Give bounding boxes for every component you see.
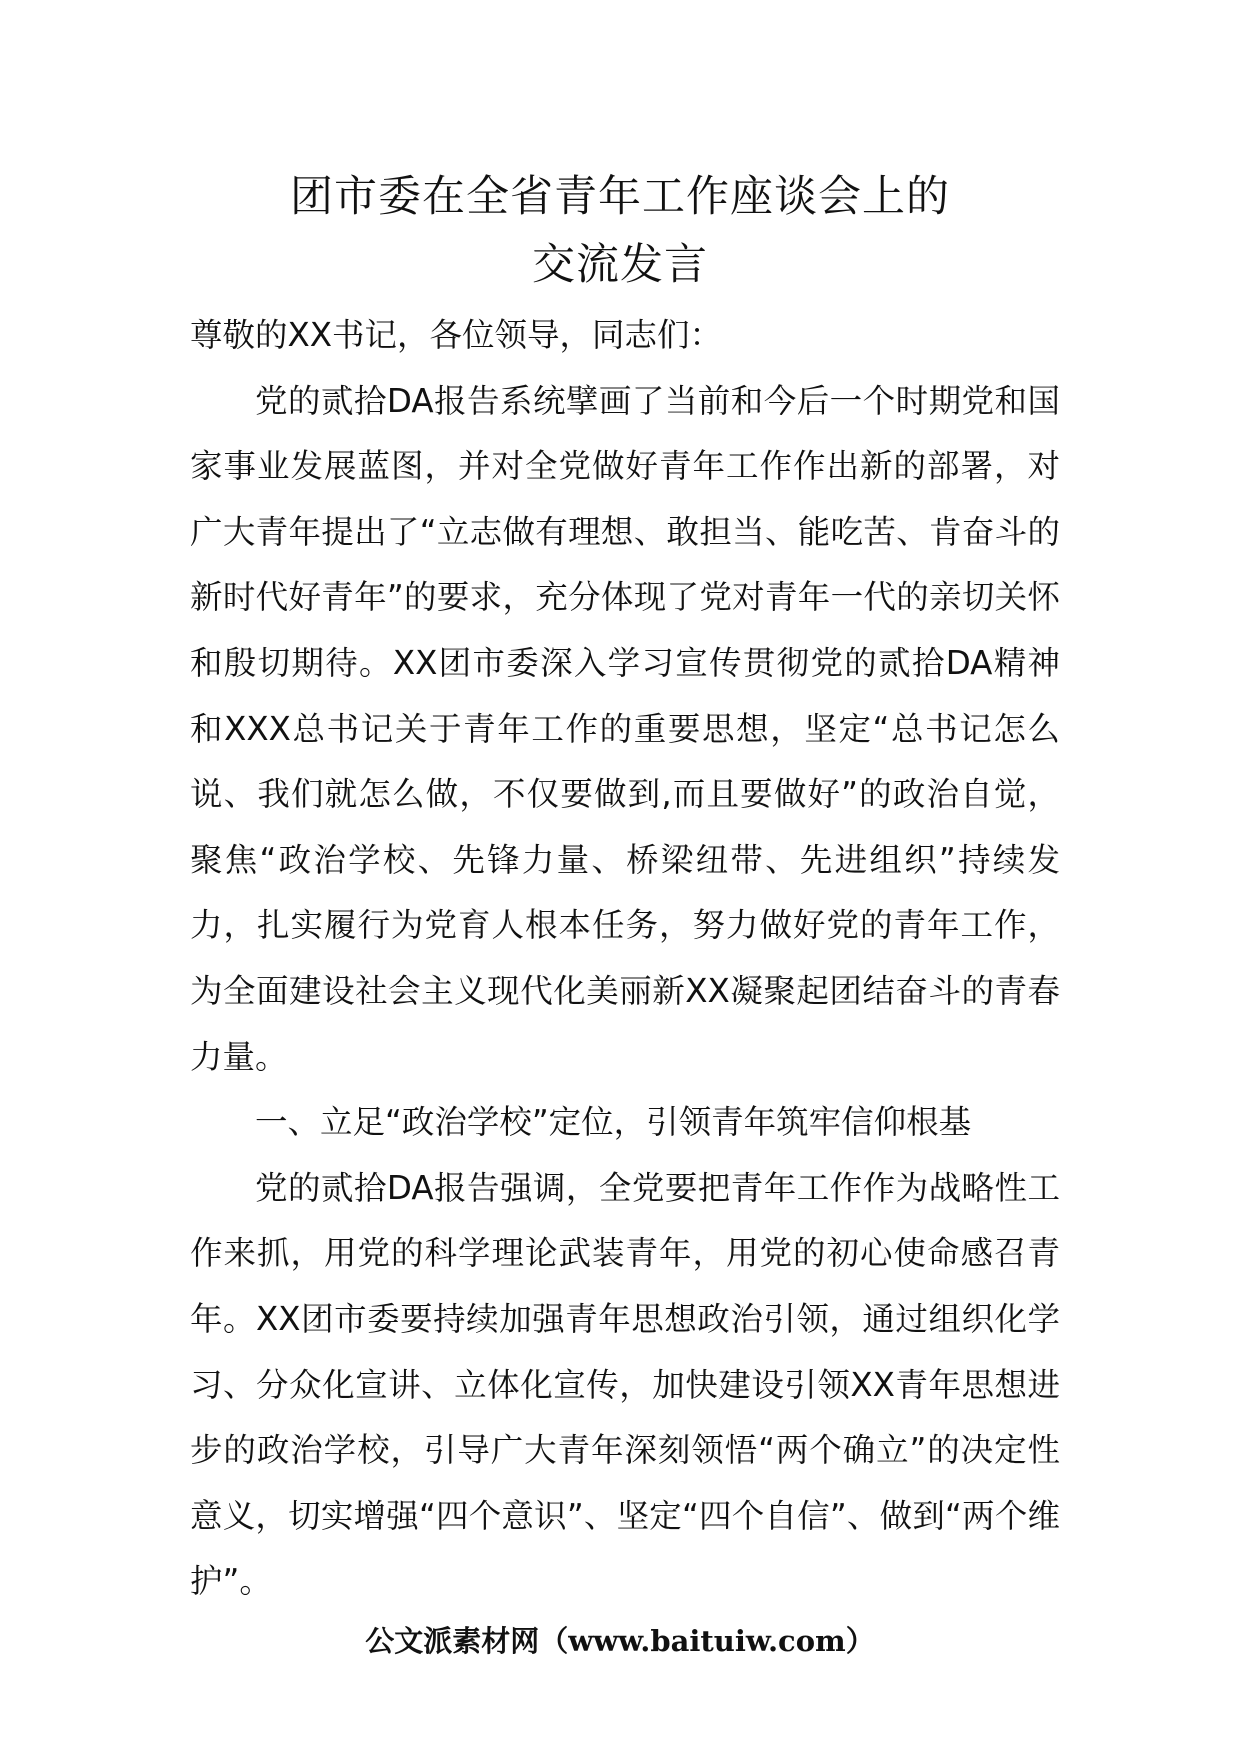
footer-watermark: 公文派素材网（www.baituiw.com） <box>365 1624 875 1658</box>
paragraph-section-1: 党的贰拾DA报告强调，全党要把青年工作作为战略性工作来抓，用党的科学理论武装青年，用党的初心使命感召青年。XX团市委要持续加强青年思想政治引领，通过组织化学习、分众化宣讲、立体化宣传，加快建设引领XX青年思想进步的政治学校，引导广大青年深刻领悟“两个确立”的决定性意义，切实增强“四个意识”、坚定“四个自信”、做到“两个维护”。 <box>190 1168 1060 1601</box>
salutation: 尊敬的XX书记，各位领导，同志们： <box>190 316 723 354</box>
section-heading: 一、立足“政治学校”定位，引领青年筑牢信仰根基 <box>255 1103 972 1142</box>
paragraph-intro: 党的贰拾DA报告系统擘画了当前和今后一个时期党和国家事业发展蓝图，并对全党做好青年工作作出新的部署，对广大青年提出了“立志做有理想、敢担当、能吃苦、肯奋斗的新时代好青年”的要求，充分体现了党对青年一代的亲切关怀和殷切期待。XX团市委深入学习宣传贯彻党的贰拾DA精神和XXX总书记关于青年工作的重要思想，坚定“总书记怎么说、我们就怎么做，不仅要做到,而且要做好”的政治自觉，聚焦“政治学校、先锋力量、桥梁纽带、先进组织”持续发力，扎实履行为党育人根本任务，努力做好党的青年工作，为全面建设社会主义现代化美丽新XX凝聚起团结奋斗的青春力量。 <box>190 381 1060 1076</box>
document-title-line-1: 团市委在全省青年工作座谈会上的 <box>290 172 950 222</box>
document-title-line-2: 交流发言 <box>532 240 708 290</box>
document-body <box>190 303 1060 1615</box>
